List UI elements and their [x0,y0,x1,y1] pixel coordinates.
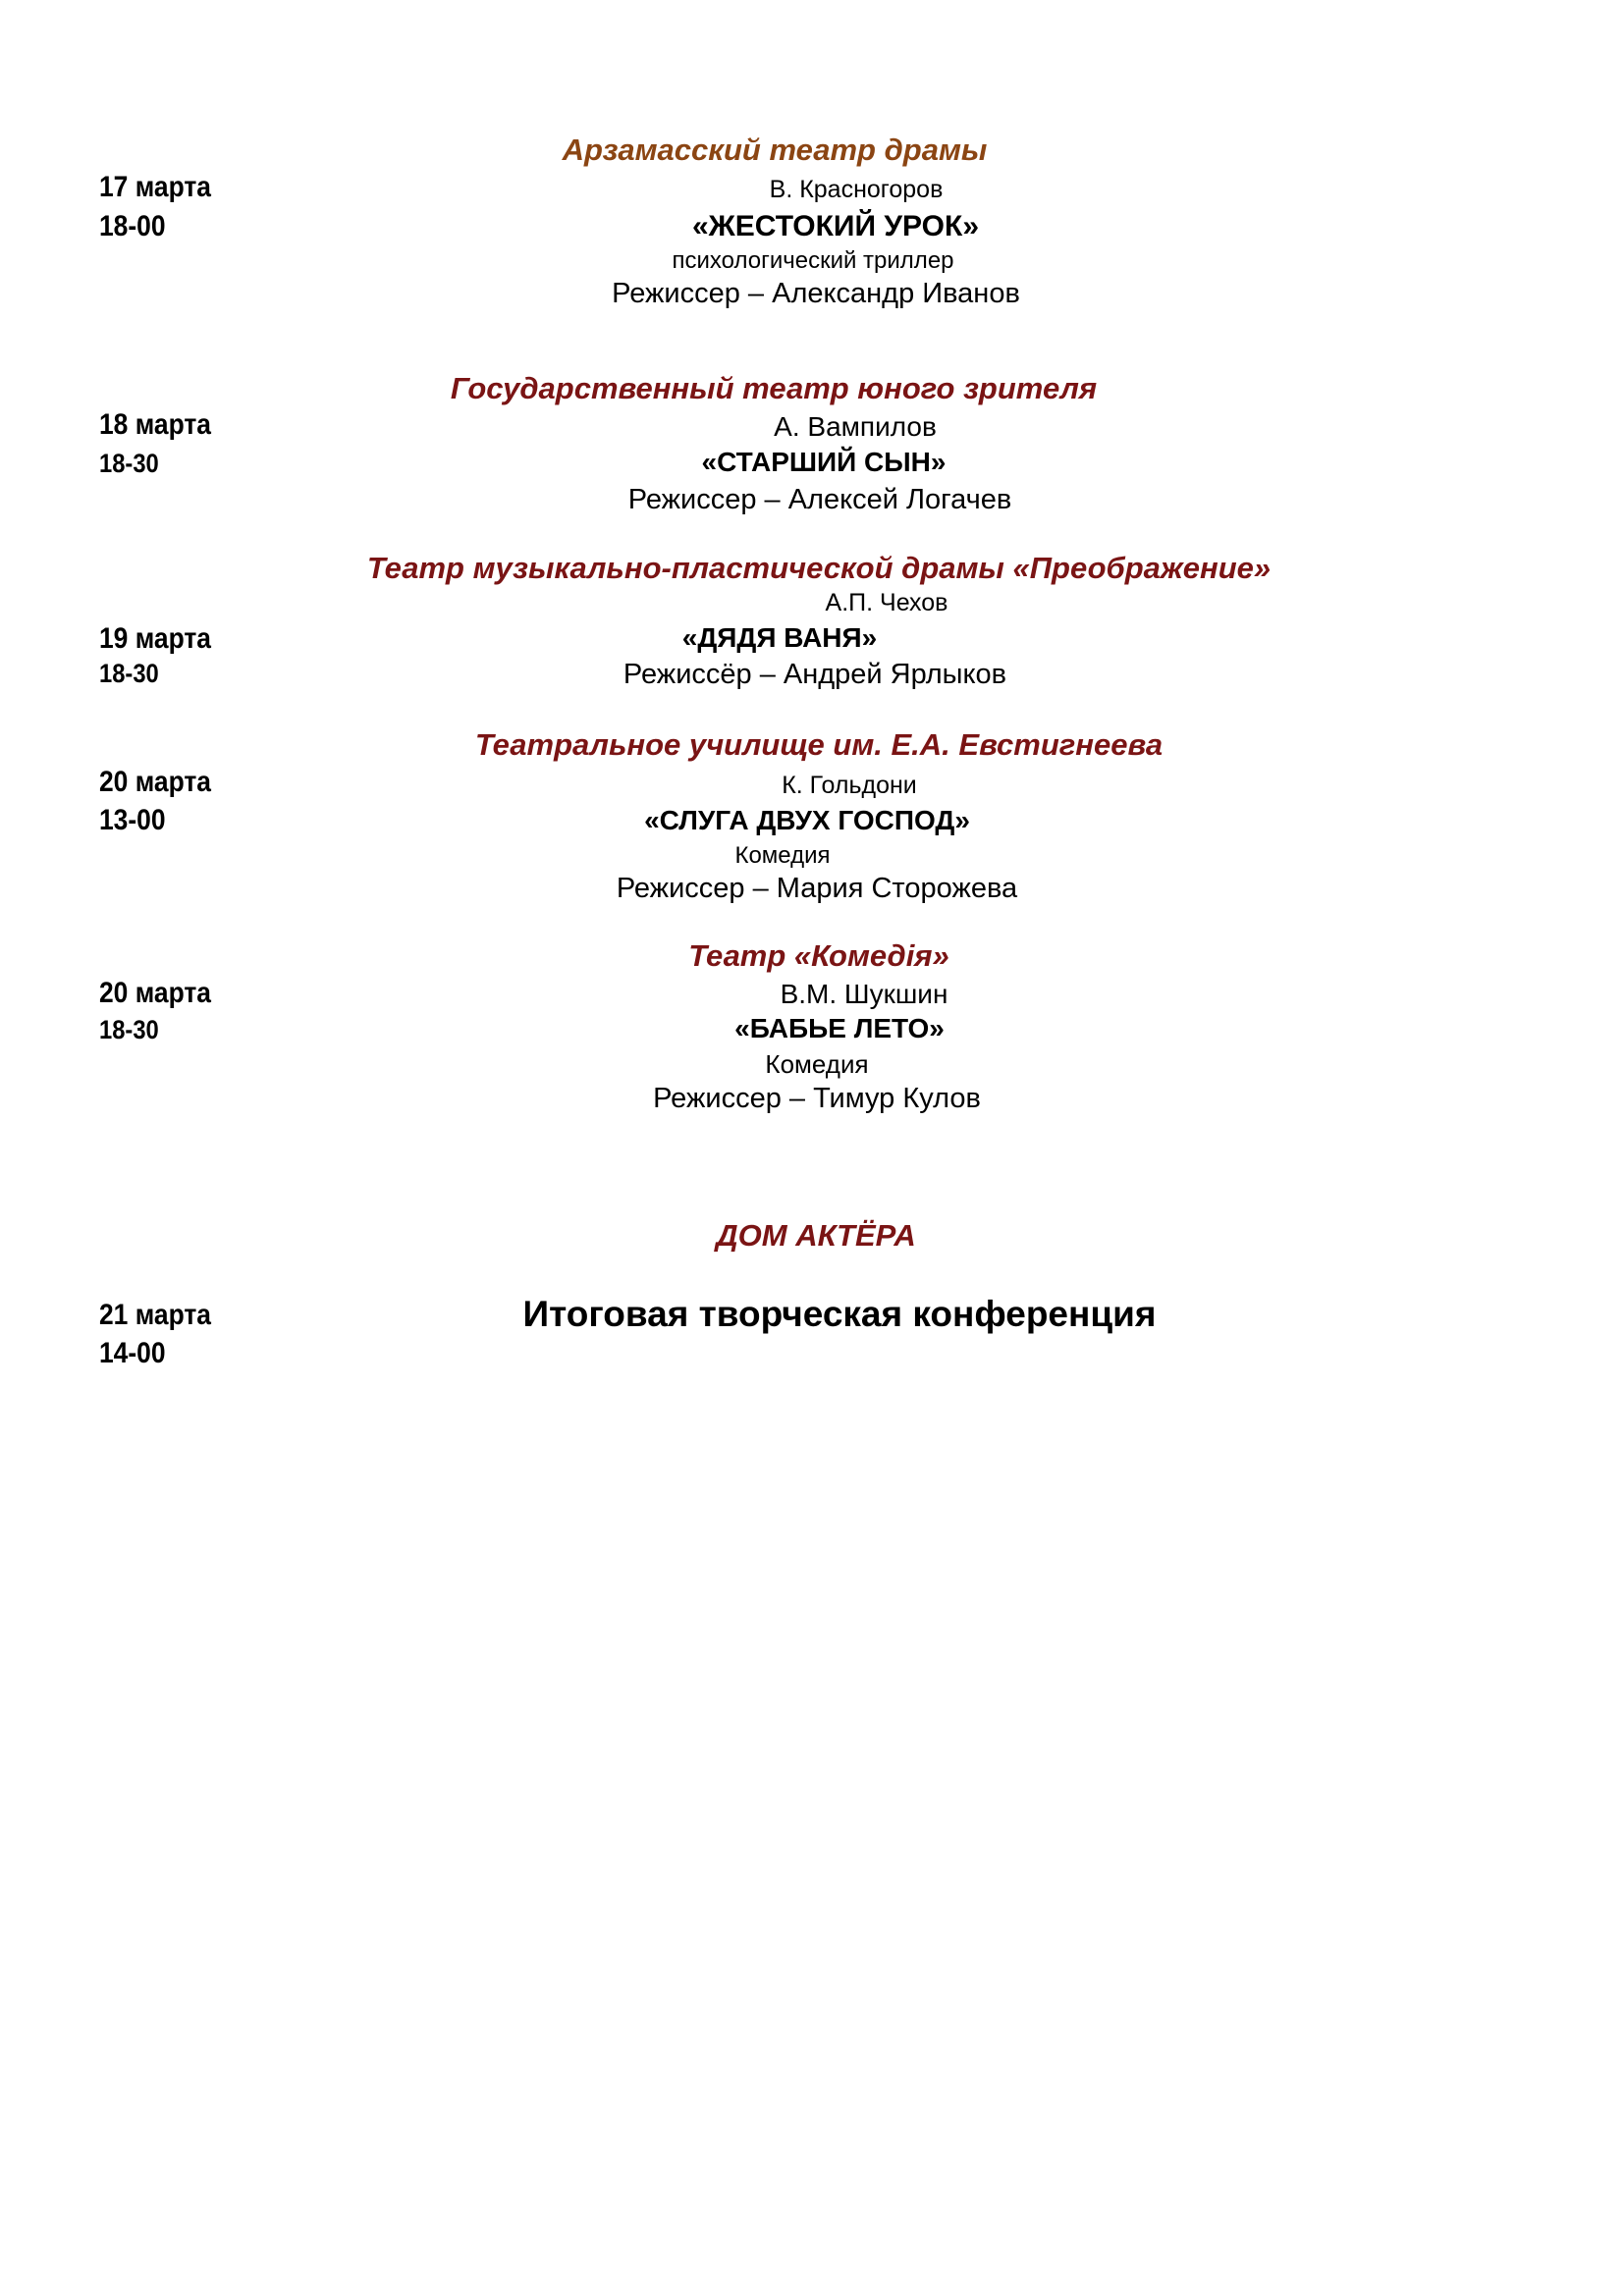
theatre-name: Арзамасский театр драмы [562,133,988,167]
event-date: 19 марта [99,622,211,655]
play-title: «ЖЕСТОКИЙ УРОК» [691,210,980,242]
theatre-name: Театральное училище им. Е.А. Евстигнеева [474,727,1164,762]
play-title: «БАБЬЕ ЛЕТО» [734,1013,945,1043]
event-date: 21 марта [99,1299,211,1331]
event-time: 18-00 [99,210,166,242]
event-date: 17 марта [99,171,211,203]
play-genre: Комедия [765,1049,869,1079]
play-director: Режиссер – Александр Иванов [612,278,1020,309]
event-date: 20 марта [99,766,211,798]
theatre-name: Государственный театр юного зрителя [450,371,1098,405]
play-author: В.М. Шукшин [780,979,948,1009]
play-title: «СЛУГА ДВУХ ГОСПОД» [644,805,970,835]
theatre-name: Театр «Комедія» [688,938,949,973]
event-time: 18-30 [99,1015,159,1044]
play-genre: психологический триллер [672,247,954,274]
play-title: «СТАРШИЙ СЫН» [701,447,947,477]
event-time: 14-00 [99,1337,166,1369]
venue-name: ДОМ АКТЁРА [716,1218,916,1253]
theatre-name: Театр музыкально-пластической драмы «Преображение» [366,551,1272,585]
event-time: 13-00 [99,804,166,836]
play-director: Режиссер – Мария Сторожева [616,873,1018,904]
play-director: Режиссер – Тимур Кулов [653,1083,981,1114]
play-genre: Комедия [734,842,831,869]
play-author: А.П. Чехов [825,589,948,616]
play-author: А. Вампилов [774,411,937,442]
event-date: 18 марта [99,408,211,441]
play-author: К. Гольдони [782,772,917,799]
play-director: Режиссер – Алексей Логачев [627,484,1012,515]
play-title: «ДЯДЯ ВАНЯ» [681,622,878,653]
play-author: В. Красногоров [769,176,944,203]
event-time: 18-30 [99,659,159,688]
event-date: 20 марта [99,977,211,1009]
event-time: 18-30 [99,449,159,478]
conference-title: Итоговая творческая конференция [522,1294,1157,1334]
play-director: Режиссёр – Андрей Ярлыков [623,659,1007,690]
